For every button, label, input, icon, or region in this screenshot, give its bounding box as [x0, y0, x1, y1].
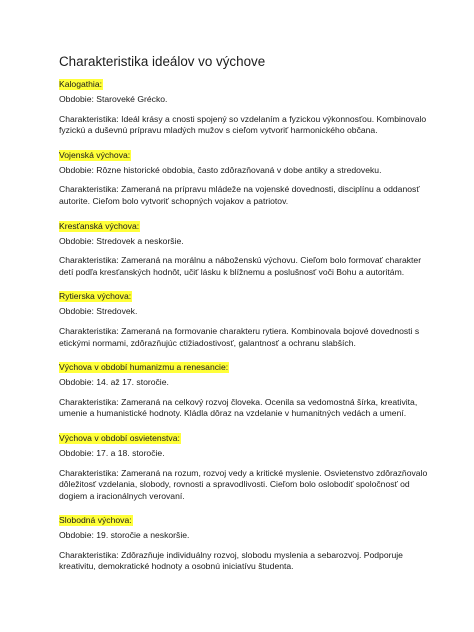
- section-heading-row: [59, 428, 429, 443]
- section-heading-row: [59, 357, 429, 373]
- section: [59, 216, 429, 279]
- section-heading: Vojenská výchova:: [59, 149, 131, 160]
- document-title: Charakteristika ideálov vo výchove: [59, 54, 266, 69]
- section: [59, 286, 429, 349]
- section-period: Obdobie: Stredovek a neskoršie.: [59, 235, 184, 246]
- section: [59, 357, 429, 420]
- section-heading: Kalogathia:: [59, 79, 103, 89]
- section-period: Obdobie: Rôzne historické obdobia, často zdôrazňovaná v dobe antiky a stredoveku.: [59, 164, 382, 175]
- section: [59, 145, 429, 208]
- section-description: Charakteristika: Zdôrazňuje individuálny rozvoj, slobodu myslenia a sebarozvoj. Podporuje kreativitu, demokratické hodnoty a osobnú iniciatívu študenta.: [59, 549, 403, 572]
- section-heading: Výchova v období osvietenstva:: [59, 432, 180, 443]
- section-period: Obdobie: 19. storočie a neskoršie.: [59, 530, 190, 541]
- section-description: Charakteristika: Zameraná na celkový rozvoj človeka. Ocenila sa vedomostná šírka, kreativita, umenie a humanistické hodnoty. Kládla dôraz na vzdelanie v humanitných vedách a umení.: [59, 396, 418, 419]
- section-period: Obdobie: 14. až 17. storočie.: [59, 377, 169, 388]
- section-heading-row: [59, 510, 429, 526]
- section: [59, 74, 429, 137]
- section-period: Obdobie: Stredovek.: [59, 306, 138, 317]
- section-heading-row: [59, 145, 429, 160]
- section-heading: Výchova v období humanizmu a renesancie:: [59, 362, 229, 373]
- section-period: Obdobie: 17. a 18. storočie.: [59, 447, 165, 458]
- section-heading: Slobodná výchova:: [59, 515, 132, 526]
- section: [59, 428, 429, 502]
- section-period: Obdobie: Staroveké Grécko.: [59, 94, 168, 104]
- section-heading-row: [59, 216, 429, 231]
- sections-container: [59, 74, 429, 573]
- section-heading-row: [59, 286, 429, 302]
- section: [59, 510, 429, 573]
- section-description: Charakteristika: Ideál krásy a cnosti spojený so vzdelaním a fyzickou výkonnosťou. Kombinovalo fyzickú a duševnú prípravu mladých mužov s cieľom vytvoriť harmonického občana.: [59, 113, 427, 136]
- section-description: Charakteristika: Zameraná na rozum, rozvoj vedy a kritické myslenie. Osvietenstvo zdôrazňovalo dôležitosť vzdelania, slobody, rovnosti a spravodlivosti. Cieľom bolo oslobodiť spoločnosť od dogiem a iracionálnych verovaní.: [59, 467, 428, 501]
- section-description: Charakteristika: Zameraná na prípravu mládeže na vojenské dovednosti, disciplínu a oddanosť autorite. Cieľom bolo vytvoriť schopných vojakov a patriotov.: [59, 184, 420, 206]
- section-heading: Rytierska výchova:: [59, 291, 132, 302]
- section-description: Charakteristika: Zameraná na formovanie charakteru rytiera. Kombinovala bojové dovednosti s etickými normami, zdôrazňujúc ctižiadostivosť, galantnosť a ochranu slabších.: [59, 325, 420, 348]
- section-heading-row: [59, 74, 429, 89]
- section-description: Charakteristika: Zameraná na morálnu a náboženskú výchovu. Cieľom bolo formovať charakter detí podľa kresťanských hodnôt, učiť lásku k blížnemu a poslušnosť voči Bohu a autoritám.: [59, 255, 422, 277]
- document-body: [59, 54, 429, 581]
- section-heading: Kresťanská výchova:: [59, 220, 140, 231]
